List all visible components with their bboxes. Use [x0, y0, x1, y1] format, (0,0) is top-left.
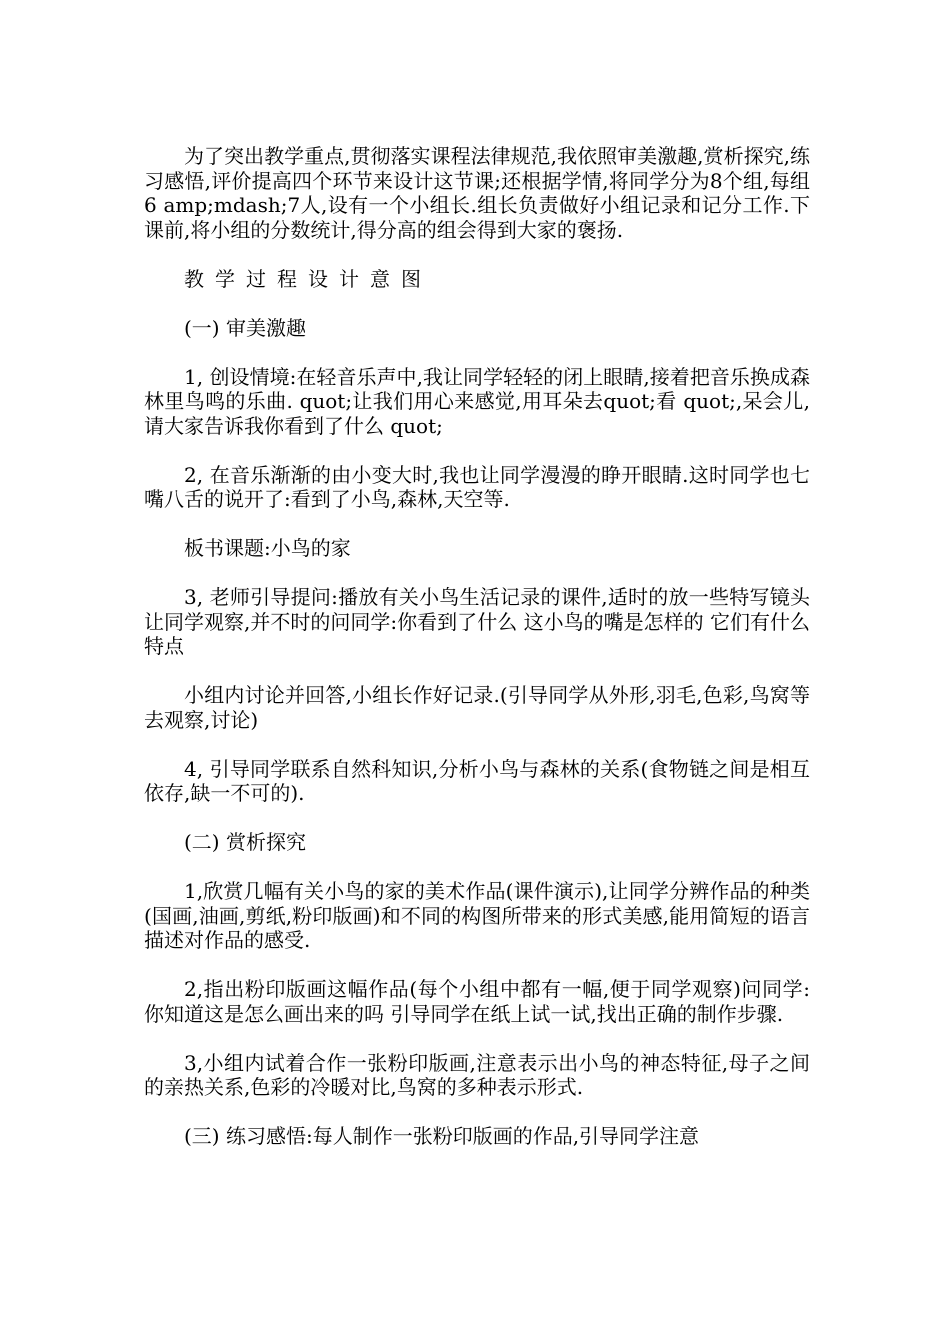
section-heading-process: 教学过程设计意图: [184, 266, 432, 291]
step-paragraph-1: 1, 创设情境:在轻音乐声中,我让同学轻轻的闭上眼睛,接着把音乐换成森林里鸟鸣的乐曲. quot;让我们用心来感觉,用耳朵去quot;看 quot;,呆会儿,请大家告诉我你看到了什么 quot;: [144, 364, 810, 438]
step-paragraph-4: 4, 引导同学联系自然科知识,分析小鸟与森林的关系(食物链之间是相互依存,缺一不可的).: [144, 756, 810, 805]
section-heading-aesthetic: (一) 审美激趣: [184, 315, 306, 340]
section-heading-practice: (三) 练习感悟:每人制作一张粉印版画的作品,引导同学注意: [184, 1124, 700, 1148]
intro-paragraph: 为了突出教学重点,贯彻落实课程法律规范,我依照审美激趣,赏析探究,练习感悟,评价提高四个环节来设计这节课;还根据学情,将同学分为8个组,每组6 amp;mdash;7人,设有一个小组长.组长负责做好小组记录和记分工作.下课前,将小组的分数统计,得分高的组会得到大家的褒扬.: [144, 144, 810, 242]
appreciation-paragraph-1: 1,欣赏几幅有关小鸟的家的美术作品(课件演示),让同学分辨作品的种类(国画,油画,剪纸,粉印版画)和不同的构图所带来的形式美感,能用简短的语言描述对作品的感受.: [144, 879, 810, 952]
appreciation-paragraph-3: 3,小组内试着合作一张粉印版画,注意表示出小鸟的神态特征,母子之间的亲热关系,色彩的冷暖对比,鸟窝的多种表示形式.: [144, 1050, 810, 1099]
step-paragraph-2: 2, 在音乐渐渐的由小变大时,我也让同学漫漫的睁开眼睛.这时同学也七嘴八舌的说开了:看到了小鸟,森林,天空等.: [144, 462, 810, 511]
section-heading-appreciation: (二) 赏析探究: [184, 830, 306, 854]
step-paragraph-3: 3, 老师引导提问:播放有关小鸟生活记录的课件,适时的放一些特写镜头让同学观察,并不时的问同学:你看到了什么 这小鸟的嘴是怎样的 它们有什么特点: [144, 585, 810, 658]
board-title-paragraph: 板书课题:小鸟的家: [184, 536, 351, 560]
appreciation-paragraph-2: 2,指出粉印版画这幅作品(每个小组中都有一幅,便于同学观察)问同学:你知道这是怎么画出来的吗 引导同学在纸上试一试,找出正确的制作步骤.: [144, 977, 810, 1026]
group-discussion-paragraph: 小组内讨论并回答,小组长作好记录.(引导同学从外形,羽毛,色彩,鸟窝等去观察,讨论): [144, 683, 810, 732]
document-body: [144, 144, 810, 1173]
